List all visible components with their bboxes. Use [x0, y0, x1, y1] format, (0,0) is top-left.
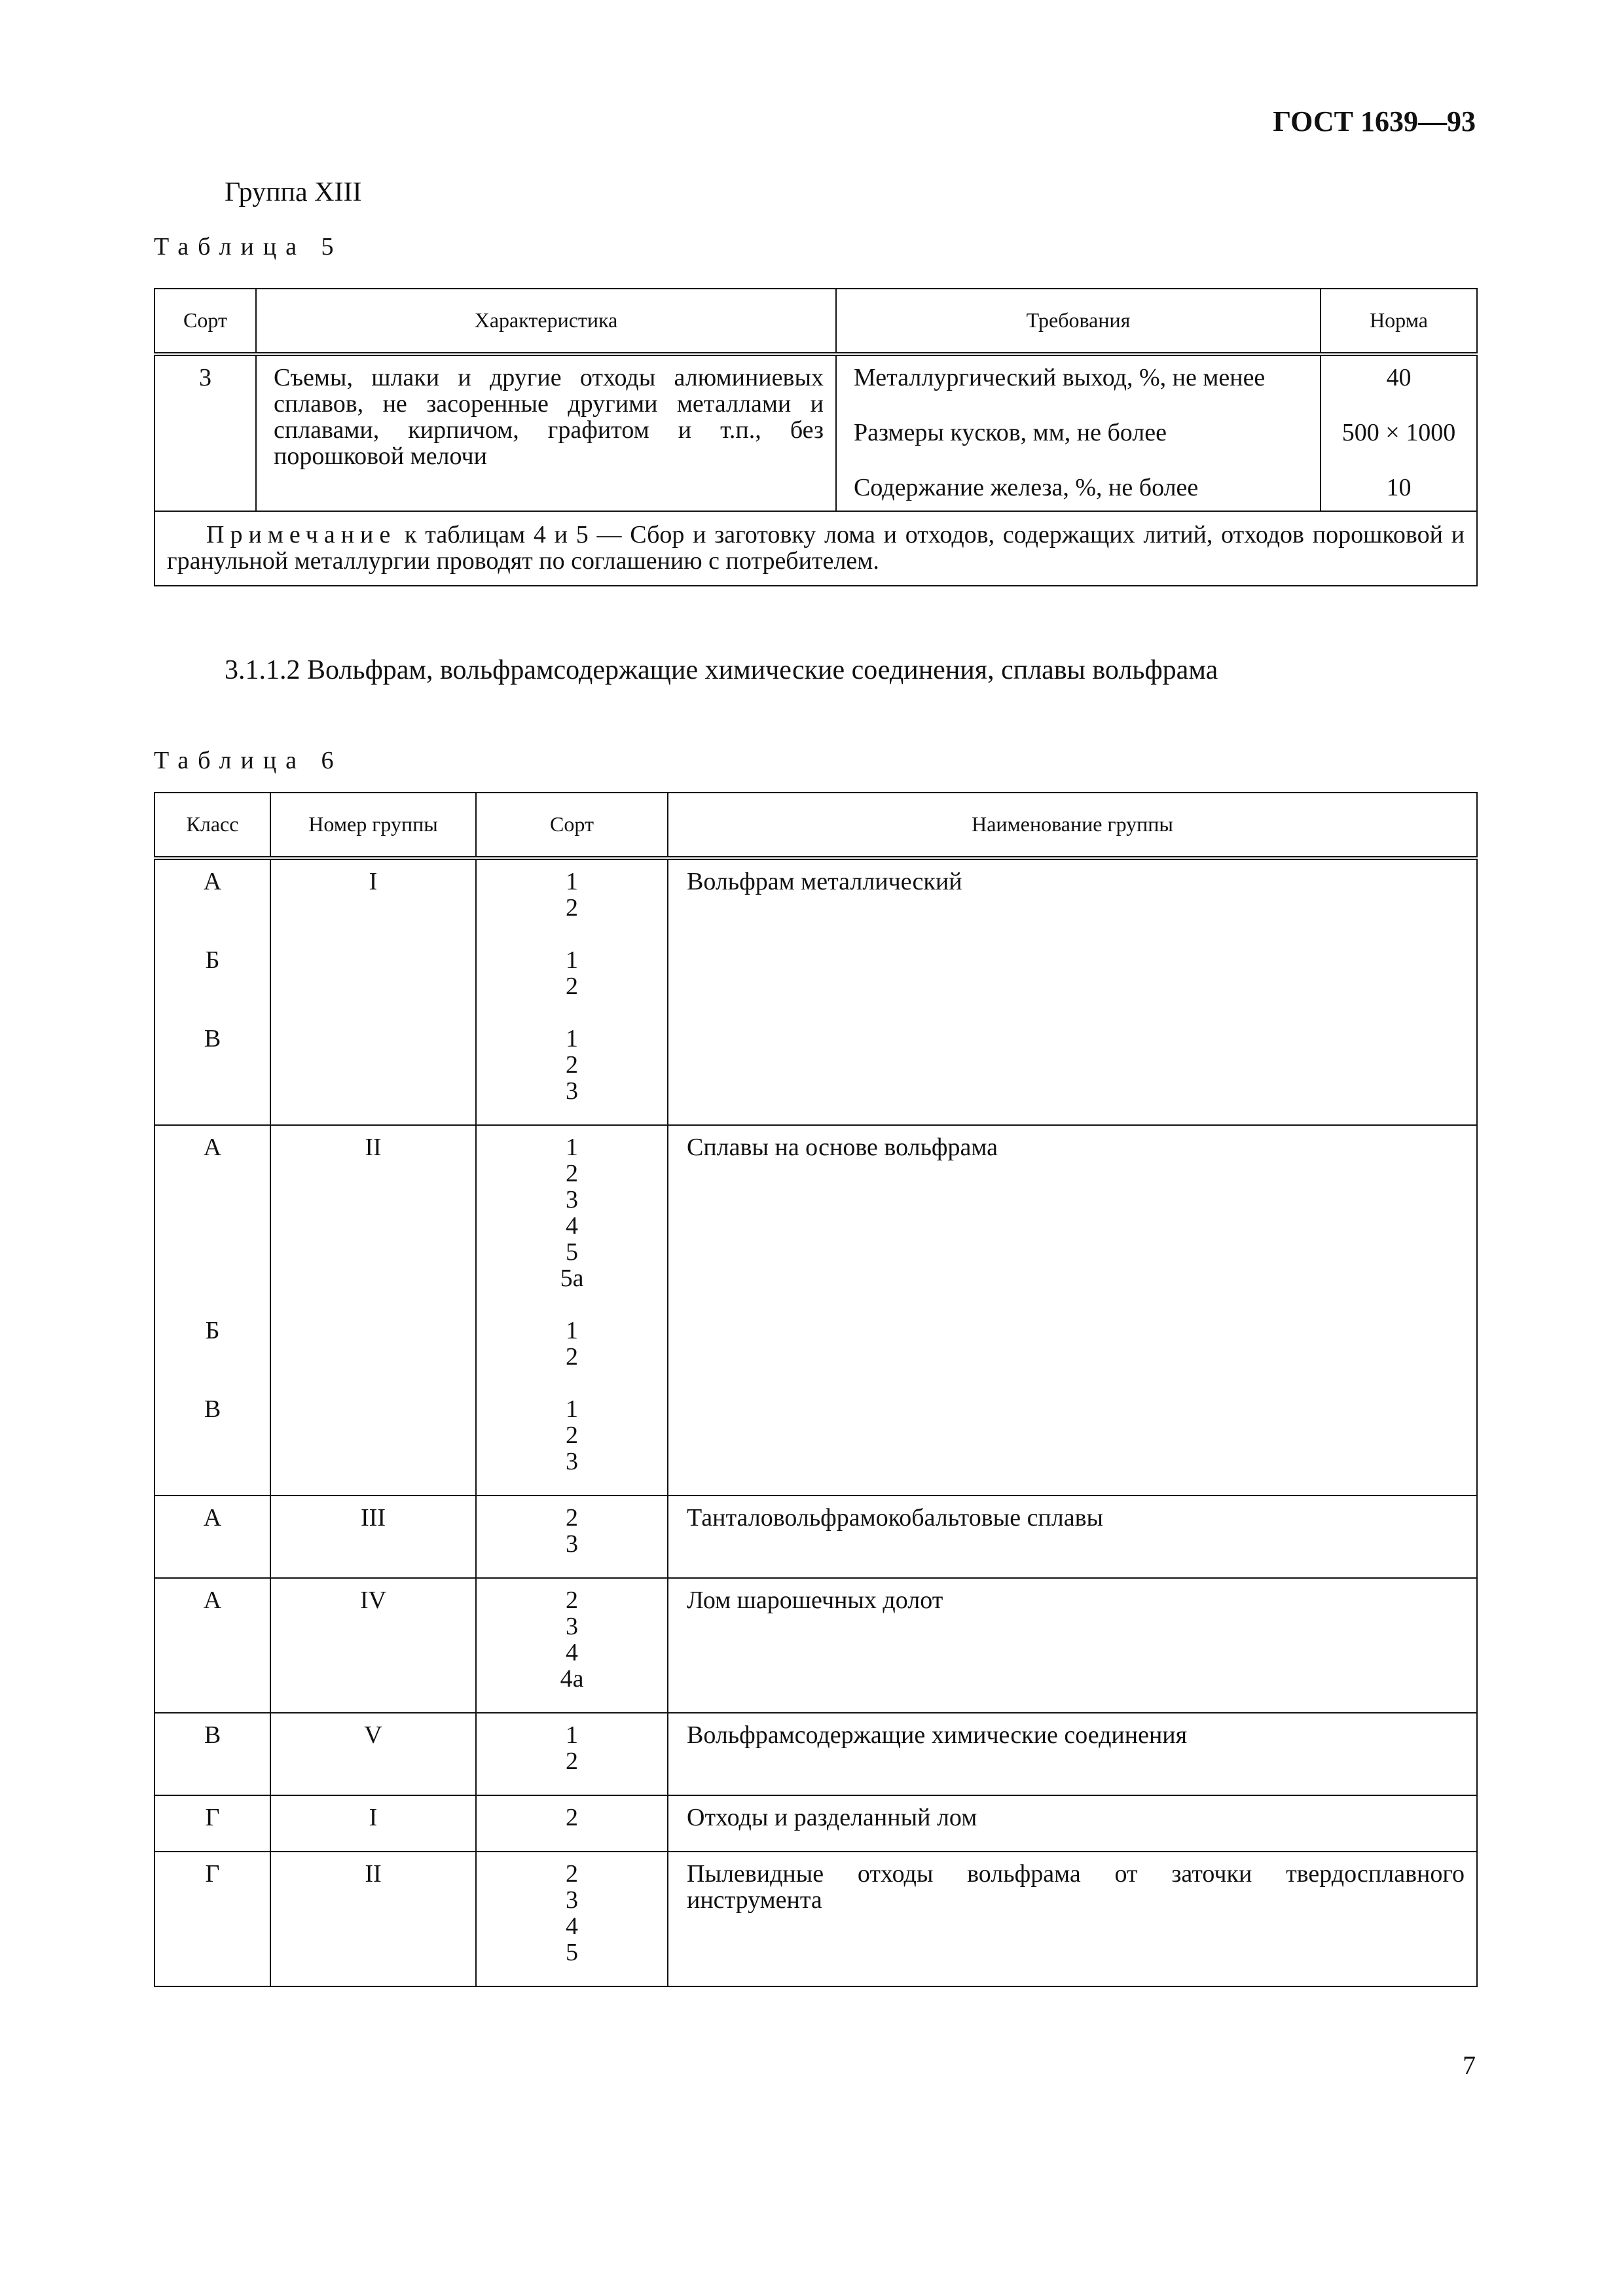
class-value: Г	[205, 1804, 220, 1831]
group-name-cell: Вольфрамсодержащие химические соединения	[668, 1713, 1477, 1795]
group-name-cell: Лом шарошечных долот	[668, 1578, 1477, 1713]
requirement-text: Содержание железа, %, не более	[854, 474, 1199, 501]
table-6-header-cell: Номер группы	[270, 793, 476, 858]
class-value: А	[203, 1504, 222, 1532]
class-cell	[155, 1795, 270, 1852]
grade-value: 2	[566, 1860, 578, 1888]
document-id-header: ГОСТ 1639—93	[1273, 105, 1476, 137]
grade-value: 4	[566, 1912, 578, 1940]
class-cell	[155, 1713, 270, 1795]
class-value: В	[204, 1721, 221, 1749]
grade-value: 1	[566, 1134, 578, 1161]
grade-value: 2	[566, 1051, 578, 1079]
class-value: В	[204, 1025, 221, 1052]
note-label: Примечание	[206, 520, 397, 548]
table-5-header-row	[155, 289, 1477, 354]
table-5-header-cell: Характеристика	[256, 289, 836, 354]
grade-cell	[476, 1496, 668, 1578]
group-title: Группа XIII	[225, 177, 362, 207]
table-row	[155, 1852, 1477, 1986]
grade-cell	[476, 858, 668, 1125]
group-name-cell: Вольфрам металлический	[668, 858, 1477, 1125]
table-6-header-cell: Наименование группы	[668, 793, 1477, 858]
table-5-row	[155, 354, 1477, 511]
page-number: 7	[1463, 2051, 1476, 2080]
grade-value: 2	[566, 1343, 578, 1371]
grade-list	[477, 1505, 667, 1558]
grade-list	[477, 1135, 667, 1292]
table-5	[154, 288, 1478, 586]
class-value: Г	[205, 1860, 220, 1888]
grade-value: 2	[566, 1160, 578, 1187]
requirements-cell	[836, 354, 1321, 511]
grade-value: 2	[566, 1422, 578, 1449]
grade-value: 1	[566, 1317, 578, 1344]
grade-list	[477, 1805, 667, 1831]
grade-value: 1	[566, 1721, 578, 1749]
grade-value: 3	[566, 1613, 578, 1640]
grade-value: 1	[566, 946, 578, 974]
grade-cell: 3	[155, 354, 256, 511]
grade-value: 5	[566, 1939, 578, 1966]
grade-list	[477, 1026, 667, 1105]
table-row	[155, 1125, 1477, 1496]
norm-value: 40	[1386, 364, 1412, 391]
grade-cell	[476, 1125, 668, 1496]
grade-value: 2	[566, 1748, 578, 1775]
grade-list	[477, 1318, 667, 1371]
group-number-cell: II	[270, 1852, 476, 1986]
table-row	[155, 1713, 1477, 1795]
class-value: А	[203, 1587, 222, 1614]
grade-value: 2	[566, 1804, 578, 1831]
grade-value: 2	[566, 1504, 578, 1532]
table-row	[155, 1795, 1477, 1852]
grade-value: 1	[566, 1025, 578, 1052]
section-title: 3.1.1.2 Вольфрам, вольфрамсодержащие химические соединения, сплавы вольфрама	[225, 655, 1218, 685]
grade-value: 4	[566, 1639, 578, 1666]
group-name-cell: Сплавы на основе вольфрама	[668, 1125, 1477, 1496]
grade-cell	[476, 1795, 668, 1852]
norm-value: 500 × 1000	[1341, 419, 1456, 446]
grade-cell	[476, 1852, 668, 1986]
group-number-cell: IV	[270, 1578, 476, 1713]
group-name-cell: Пылевидные отходы вольфрама от заточки твердосплавного инструмента	[668, 1852, 1477, 1986]
table-row	[155, 1496, 1477, 1578]
class-cell	[155, 1578, 270, 1713]
class-cell	[155, 1125, 270, 1496]
grade-value: 4а	[560, 1665, 584, 1693]
grade-cell	[476, 1578, 668, 1713]
table-note	[155, 511, 1477, 586]
grade-value: 3	[566, 1448, 578, 1475]
grade-list	[477, 1723, 667, 1775]
grade-list	[477, 869, 667, 922]
grade-value: 5а	[560, 1265, 584, 1292]
group-number-cell: V	[270, 1713, 476, 1795]
requirement-text: Размеры кусков, мм, не более	[854, 419, 1167, 446]
class-cell	[155, 1496, 270, 1578]
requirement-text: Металлургический выход, %, не менее	[854, 364, 1266, 391]
table-6-body	[155, 858, 1477, 1986]
table-5-header-cell: Сорт	[155, 289, 256, 354]
group-number-cell: II	[270, 1125, 476, 1496]
grade-value: 1	[566, 868, 578, 895]
grade-value: 3	[566, 1186, 578, 1213]
class-value: Б	[205, 1317, 220, 1344]
table-5-note-row	[155, 511, 1477, 586]
grade-value: 5	[566, 1238, 578, 1266]
grade-value: 2	[566, 894, 578, 922]
grade-value: 2	[566, 1587, 578, 1614]
grade-list	[477, 1861, 667, 1966]
grade-value: 3	[566, 1530, 578, 1558]
grade-list	[477, 1397, 667, 1475]
class-value: В	[204, 1395, 221, 1423]
group-name-cell: Танталовольфрамокобальтовые сплавы	[668, 1496, 1477, 1578]
class-cell	[155, 1852, 270, 1986]
grade-value: 1	[566, 1395, 578, 1423]
table-5-header-cell: Требования	[836, 289, 1321, 354]
table-6-caption: Таблица 6	[154, 747, 343, 774]
grade-cell	[476, 1713, 668, 1795]
table-6-header-cell: Класс	[155, 793, 270, 858]
norm-value: 10	[1386, 474, 1412, 501]
class-value: Б	[205, 946, 220, 974]
note-text: к таблицам 4 и 5 — Сбор и заготовку лома и отходов, содержащих литий, отходов порошковой и гранульной металлургии проводят по соглашению с потребителем.	[167, 520, 1465, 575]
table-6-header-row	[155, 793, 1477, 858]
group-number-cell: III	[270, 1496, 476, 1578]
grade-value: 2	[566, 973, 578, 1000]
group-name-cell: Отходы и разделанный лом	[668, 1795, 1477, 1852]
group-number-cell: I	[270, 858, 476, 1125]
grade-list	[477, 1588, 667, 1693]
class-cell	[155, 858, 270, 1125]
table-6	[154, 792, 1478, 1987]
characteristic-cell: Съемы, шлаки и другие отходы алюминиевых сплавов, не засоренные другими металлами и сплавами, кирпичом, графитом и т.п., без порошковой мелочи	[256, 354, 836, 511]
class-value: А	[203, 1134, 222, 1161]
table-6-header-cell: Сорт	[476, 793, 668, 858]
norm-cell	[1321, 354, 1477, 511]
group-number-cell: I	[270, 1795, 476, 1852]
grade-list	[477, 948, 667, 1000]
grade-value: 3	[566, 1077, 578, 1105]
grade-value: 4	[566, 1212, 578, 1240]
table-row	[155, 858, 1477, 1125]
grade-value: 3	[566, 1886, 578, 1914]
table-5-caption: Таблица 5	[154, 233, 343, 260]
class-value: А	[203, 868, 222, 895]
table-5-header-cell: Норма	[1321, 289, 1477, 354]
table-row	[155, 1578, 1477, 1713]
